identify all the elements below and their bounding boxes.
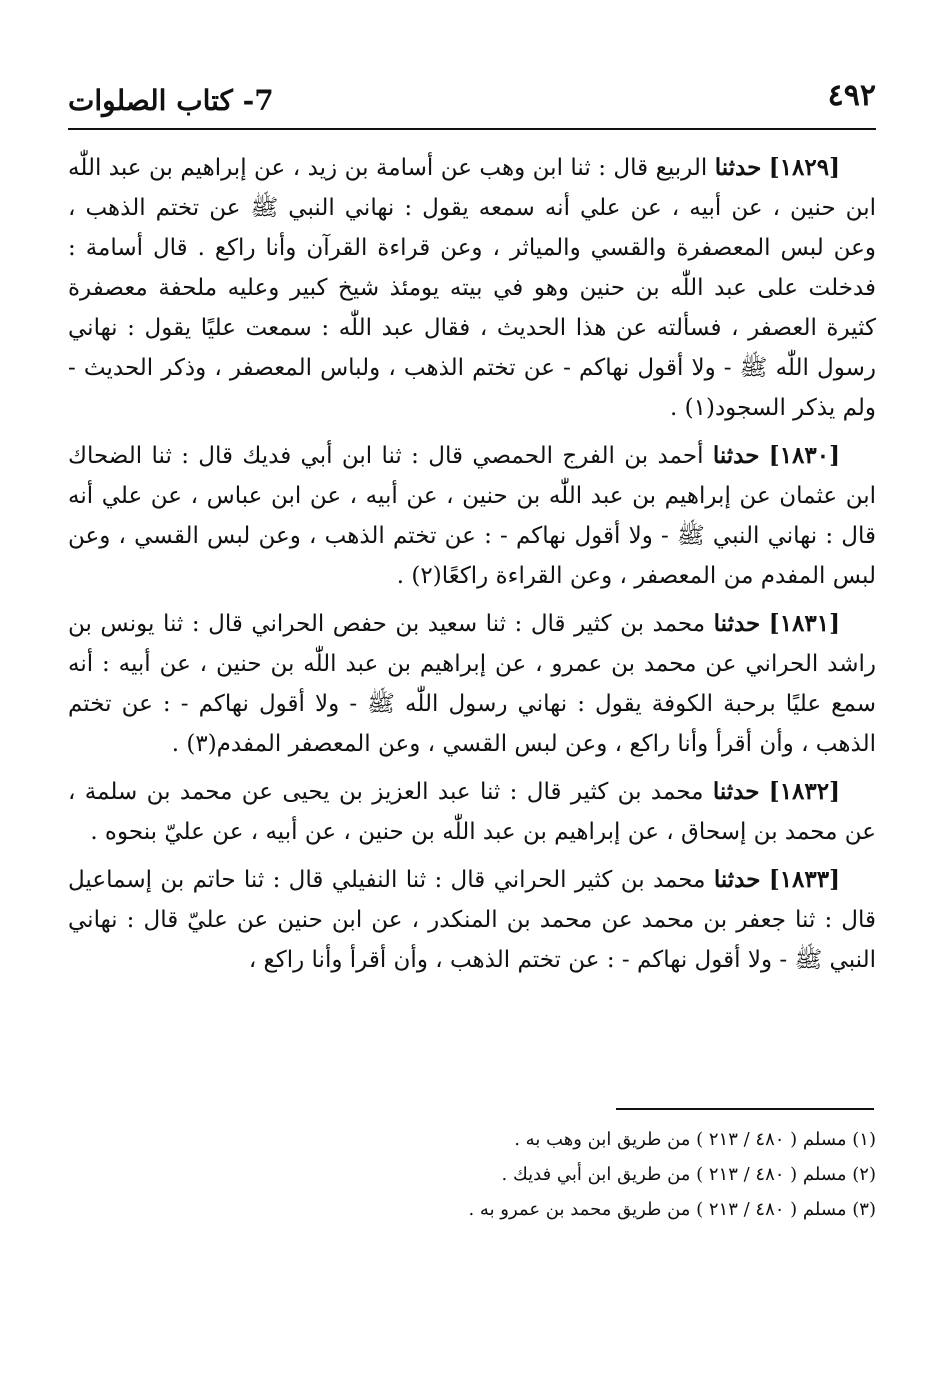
footnote-divider — [616, 1108, 874, 1110]
footnote-item: (٣) مسلم ( ٤٨٠ / ٢١٣ ) من طريق محمد بن عمرو به . — [468, 1199, 876, 1220]
footnotes — [68, 1122, 876, 1227]
footnote-item: (٢) مسلم ( ٤٨٠ / ٢١٣ ) من طريق ابن أبي فديك . — [501, 1164, 876, 1185]
hadith-keyword: حدثنا — [713, 866, 761, 893]
hadith-text: أحمد بن الفرج الحمصي قال : ثنا ابن أبي فديك قال : ثنا الضحاك ابن عثمان عن إبراهيم بن عبد اللّٰه بن حنين ، عن أبيه ، عن ابن عباس ، عن علي أنه قال : نهاني النبي ﷺ - ولا أقول نهاكم - : عن تختم الذهب ، وعن لبس القسي ، وعن لبس المفدم من المعصفر ، وعن القراءة راكعًا(٢) . — [68, 443, 876, 589]
hadith-paragraph — [68, 148, 876, 428]
hadith-paragraph — [68, 860, 876, 980]
hadith-number: [١٨٢٩] — [768, 154, 840, 181]
header-divider — [68, 128, 876, 130]
hadith-keyword: حدثنا — [714, 154, 762, 181]
hadith-keyword: حدثنا — [713, 610, 761, 637]
hadith-text: محمد بن كثير قال : ثنا عبد العزيز بن يحيى عن محمد بن سلمة ، عن محمد بن إسحاق ، عن إبراهيم بن عبد اللّٰه بن حنين ، عن أبيه ، عن عليّ بنحوه . — [68, 779, 876, 845]
chapter-title: 7- كتاب الصلوات — [68, 84, 274, 117]
hadith-number: [١٨٣٠] — [768, 442, 840, 469]
hadith-text: الربيع قال : ثنا ابن وهب عن أسامة بن زيد ، عن إبراهيم بن عبد اللّٰه ابن حنين ، عن أبيه ، عن علي أنه سمعه يقول : نهاني النبي ﷺ عن تختم الذهب ، وعن لبس المعصفرة والقسي والمياثر ، وعن قراءة القرآن وأنا راكع . قال أسامة : فدخلت على عبد اللّٰه بن حنين وهو في بيته يومئذ شيخ كبير وعليه ملحفة معصفرة كثيرة العصفر ، فسألته عن هذا الحديث ، فقال عبد اللّٰه : سمعت عليًا يقول : نهاني رسول اللّٰه ﷺ - ولا أقول نهاكم - عن تختم الذهب ، ولباس المعصفر ، وذكر الحديث - ولم يذكر السجود(١) . — [68, 155, 877, 421]
hadith-number: [١٨٣٣] — [768, 866, 841, 893]
hadith-text: محمد بن كثير قال : ثنا سعيد بن حفص الحراني قال : ثنا يونس بن راشد الحراني عن محمد بن عمرو ، عن إبراهيم بن عبد اللّٰه بن حنين ، عن أبيه : أنه سمع عليًا برحبة الكوفة يقول : نهاني رسول اللّٰه ﷺ - ولا أقول نهاكم - : عن تختم الذهب ، وأن أقرأ وأنا راكع ، وعن لبس القسي ، وعن المعصفر المفدم(٣) . — [68, 611, 876, 757]
page-number: ٤٩٢ — [827, 78, 876, 113]
main-text — [68, 148, 876, 988]
hadith-text: محمد بن كثير الحراني قال : ثنا النفيلي قال : ثنا حاتم بن إسماعيل قال : ثنا جعفر بن محمد عن محمد بن المنكدر ، عن ابن حنين عن عليّ قال : نهاني النبي ﷺ - ولا أقول نهاكم - : عن تختم الذهب ، وأن أقرأ وأنا راكع ، — [68, 867, 876, 973]
hadith-number: [١٨٣١] — [768, 610, 840, 637]
hadith-number: [١٨٣٢] — [768, 778, 840, 805]
hadith-keyword: حدثنا — [712, 778, 760, 805]
hadith-paragraph — [68, 604, 876, 764]
hadith-keyword: حدثنا — [712, 442, 760, 469]
page-header — [68, 78, 876, 128]
footnote-item: (١) مسلم ( ٤٨٠ / ٢١٣ ) من طريق ابن وهب به . — [514, 1129, 876, 1150]
hadith-paragraph — [68, 772, 876, 852]
hadith-paragraph — [68, 436, 876, 596]
